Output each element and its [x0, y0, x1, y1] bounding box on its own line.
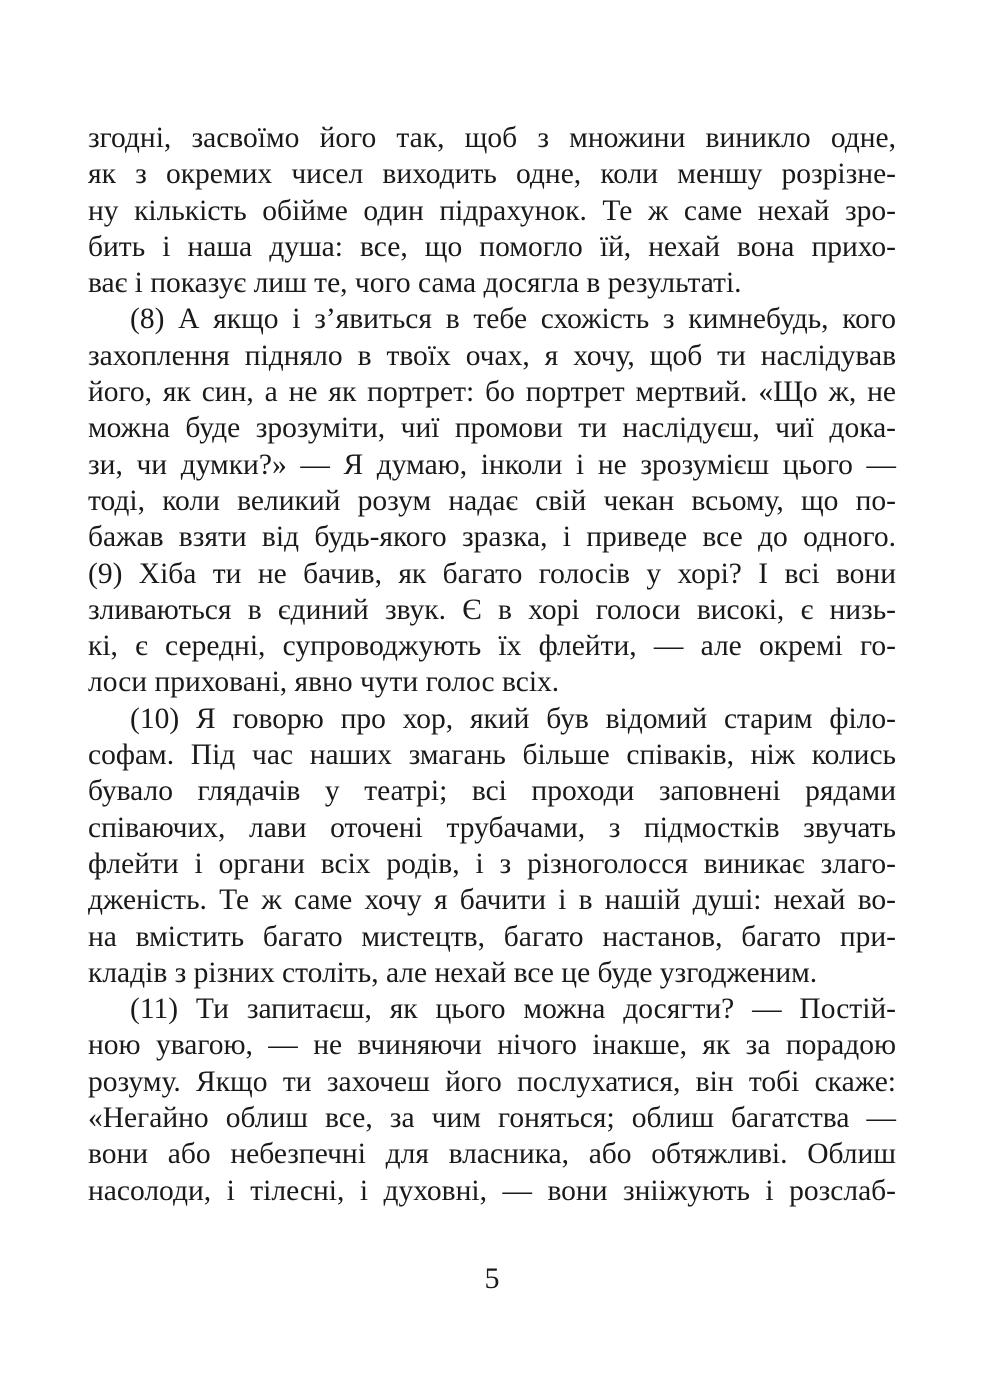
text-line: вони або небезпечні для власника, або обтяжливі. Облиш [88, 1138, 896, 1171]
text-line: зи, чи думки?» — Я думаю, інколи і не зрозумієш цього — [88, 448, 896, 481]
text-line: флейти і органи всіх родів, і з різноголосся виникає злаго- [88, 847, 896, 880]
text-line: бажав взяти від будь-якого зразка, і приведе все до одного. [88, 521, 896, 554]
text-line: тоді, коли великий розум надає свій чекан всьому, що по- [88, 484, 896, 517]
text-line: як з окремих чисел виходить одне, коли меншу розрізне- [88, 158, 896, 191]
text-line: зливаються в єдиний звук. Є в хорі голоси високі, є низь- [88, 593, 896, 626]
text-line: (11) Ти запитаєш, як цього можна досягти? — Постій- [130, 993, 896, 1026]
text-line: захоплення підняло в твоїх очах, я хочу, щоб ти наслідував [88, 339, 896, 372]
text-line: кі, є середні, супроводжують їх флейти, — але окремі го- [88, 630, 896, 663]
text-line: софам. Під час наших змагань більше співаків, ніж колись [88, 739, 896, 772]
text-line: розуму. Якщо ти захочеш його послухатися, він тобі скаже: [88, 1065, 896, 1098]
text-line: (10) Я говорю про хор, який був відомий старим філо- [130, 702, 896, 735]
text-line: його, як син, а не як портрет: бо портрет мертвий. «Що ж, не [88, 376, 896, 409]
text-line: ну кількість обійме один підрахунок. Те ж саме нехай зро- [88, 194, 896, 227]
text-line: співаючих, лави оточені трубачами, з підмостків звучать [88, 811, 896, 844]
text-line: насолоди, і тілесні, і духовні, — вони знііжують і розслаб- [88, 1174, 896, 1207]
text-line: можна буде зрозуміти, чиї промови ти наслідуєш, чиї дока- [88, 412, 896, 445]
text-line: «Негайно облиш все, за чим гоняться; облиш багатства — [88, 1102, 896, 1135]
text-line: кладів з різних століть, але нехай все це буде узгодженим. [88, 956, 818, 989]
text-line: ває і показує лиш те, чого сама досягла в результаті. [88, 267, 742, 300]
text-line: згодні, засвоїмо його так, щоб з множини виникло одне, [88, 122, 896, 154]
text-line: бувало глядачів у театрі; всі проходи заповнені рядами [88, 775, 896, 808]
text-line: ною увагою, — не вчиняючи нічого інакше, як за порадою [88, 1029, 896, 1062]
text-line: на вмістить багато мистецтв, багато настанов, багато при- [88, 920, 896, 953]
text-line: дженість. Те ж саме хочу я бачити і в нашій душі: нехай во- [88, 884, 896, 917]
text-line: бить і наша душа: все, що помогло їй, нехай вона прихо- [88, 230, 896, 263]
text-line: (9) Хіба ти не бачив, як багато голосів у хорі? І всі вони [88, 557, 896, 590]
text-line: (8) А якщо і з’явиться в тебе схожість з кимнебудь, кого [130, 303, 896, 336]
page-number: 5 [484, 1262, 500, 1295]
body-text [88, 120, 896, 1209]
text-line: лоси приховані, явно чути голос всіх. [88, 666, 560, 699]
